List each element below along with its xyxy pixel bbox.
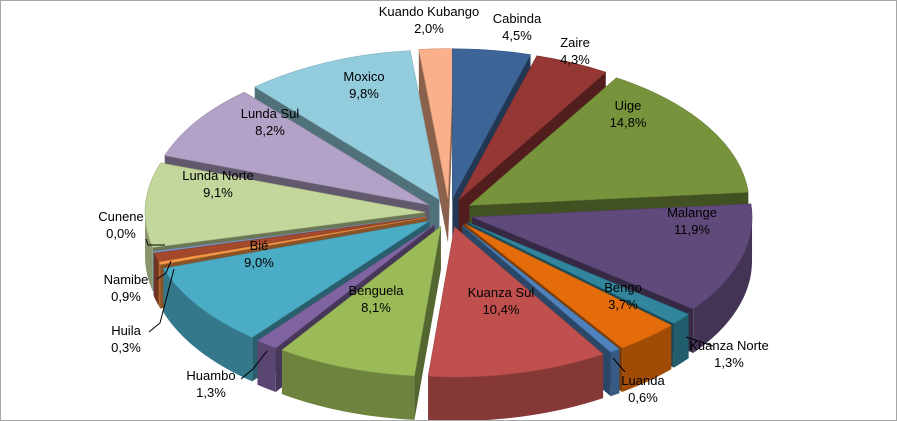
- label-value-moxico: 9,8%: [349, 86, 379, 101]
- label-name-bengo: Bengo: [604, 280, 642, 295]
- label-value-zaire: 4,3%: [560, 52, 590, 67]
- label-name-lunda-norte: Lunda Norte: [182, 168, 254, 183]
- label-value-huambo: 1,3%: [196, 385, 226, 400]
- label-name-luanda: Luanda: [621, 373, 665, 388]
- label-value-lunda-sul: 8,2%: [255, 123, 285, 138]
- label-value-huila: 0,3%: [111, 340, 141, 355]
- label-name-kuanza-sul: Kuanza Sul: [467, 285, 535, 300]
- label-value-kuanza-sul: 10,4%: [482, 302, 520, 317]
- label-name-cunene: Cunene: [98, 209, 144, 224]
- label-value-lunda-norte: 9,1%: [203, 185, 233, 200]
- label-value-uige: 14,8%: [609, 115, 647, 130]
- pie-chart: [1, 1, 896, 420]
- label-name-benguela: Benguela: [348, 283, 404, 298]
- label-value-malange: 11,9%: [674, 222, 710, 237]
- label-name-bie: Bié: [249, 238, 269, 253]
- label-value-benguela: 8,1%: [361, 300, 391, 315]
- label-value-cabinda: 4,5%: [502, 28, 532, 43]
- label-name-moxico: Moxico: [343, 69, 385, 84]
- label-value-luanda: 0,6%: [628, 390, 658, 405]
- label-name-zaire: Zaire: [560, 35, 590, 50]
- label-name-kuanza-norte: Kuanza Norte: [689, 338, 769, 353]
- label-name-lunda-sul: Lunda Sul: [240, 106, 300, 121]
- label-name-namibe: Namibe: [103, 272, 149, 287]
- label-name-uige: Uige: [614, 98, 642, 113]
- label-value-cunene: 0,0%: [106, 226, 136, 241]
- label-value-namibe: 0,9%: [111, 289, 141, 304]
- label-value-kuanza-norte: 1,3%: [714, 355, 744, 370]
- label-name-huila: Huila: [111, 323, 141, 338]
- label-value-kuando-kubango: 2,0%: [414, 21, 444, 36]
- label-name-kuando-kubango: Kuando Kubango: [378, 4, 480, 19]
- label-name-malange: Malange: [667, 205, 717, 220]
- label-value-bie: 9,0%: [244, 255, 274, 270]
- label-name-huambo: Huambo: [186, 368, 236, 383]
- label-value-bengo: 3,7%: [608, 297, 638, 312]
- label-name-cabinda: Cabinda: [492, 11, 542, 26]
